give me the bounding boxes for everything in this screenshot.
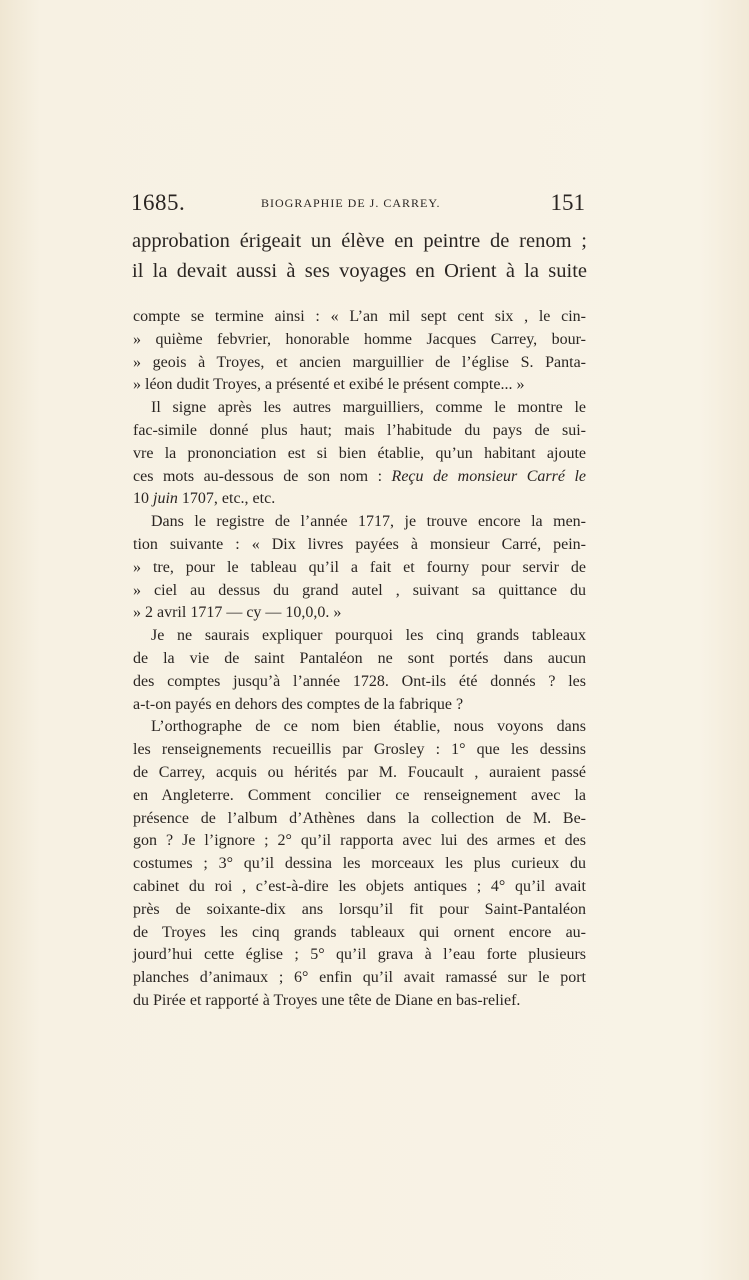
text-line: » 2 avril 1717 — cy — 10,0,0. » bbox=[133, 604, 342, 622]
text-segment: 10 bbox=[133, 490, 153, 508]
text-line: fac-simile donné plus haut; mais l’habitude du pays de sui- bbox=[133, 421, 586, 439]
text-line: » tre, pour le tableau qu’il a fait et fourny pour servir de bbox=[133, 558, 586, 576]
lead-paragraph bbox=[132, 226, 587, 286]
text-line: costumes ; 3° qu’il dessina les morceaux les plus curieux du bbox=[133, 855, 586, 873]
header-year: 1685. bbox=[131, 190, 186, 215]
text-line: jourd’hui cette église ; 5° qu’il grava à l’eau forte plusieurs bbox=[133, 946, 586, 964]
text-line: Je ne saurais expliquer pourquoi les cinq grands tableaux bbox=[151, 627, 586, 645]
body-text bbox=[133, 306, 586, 1013]
text-line: de Carrey, acquis ou hérités par M. Foucault , auraient passé bbox=[133, 763, 586, 781]
lead-line: il la devait aussi à ses voyages en Orient à la suite bbox=[132, 260, 587, 282]
text-line: tion suivante : « Dix livres payées à monsieur Carré, pein- bbox=[133, 535, 586, 553]
lead-line: approbation érigeait un élève en peintre de renom ; bbox=[132, 230, 587, 252]
text-segment: ces mots au-dessous de son nom : bbox=[133, 467, 392, 485]
text-line: L’orthographe de ce nom bien établie, nous voyons dans bbox=[151, 718, 586, 736]
text-line-with-italic bbox=[133, 466, 586, 489]
text-segment: 1707, etc., etc. bbox=[177, 490, 276, 508]
text-line: de la vie de saint Pantaléon ne sont portés dans aucun bbox=[133, 649, 586, 667]
text-line: » quième febvrier, honorable homme Jacques Carrey, bour- bbox=[133, 330, 586, 348]
text-line: près de soixante-dix ans lorsqu’il fit pour Saint-Pantaléon bbox=[133, 900, 586, 918]
text-line: planches d’animaux ; 6° enfin qu’il avait ramassé sur le port bbox=[133, 969, 586, 987]
text-line: en Angleterre. Comment concilier ce renseignement avec la bbox=[133, 786, 586, 804]
text-line: du Pirée et rapporté à Troyes une tête de Diane en bas-relief. bbox=[133, 991, 521, 1009]
running-title: BIOGRAPHIE DE J. CARREY. bbox=[261, 196, 441, 210]
page-number: 151 bbox=[550, 190, 585, 215]
italic-quote: Reçu de monsieur Carré le bbox=[391, 467, 586, 485]
text-line: » geois à Troyes, et ancien marguillier de l’église S. Panta- bbox=[133, 353, 586, 371]
text-line: a-t-on payés en dehors des comptes de la fabrique ? bbox=[133, 695, 464, 713]
text-line: gon ? Je l’ignore ; 2° qu’il rapporta avec lui des armes et des bbox=[133, 832, 586, 850]
italic-month: juin bbox=[153, 490, 178, 508]
text-line: des comptes jusqu’à l’année 1728. Ont-ils été donnés ? les bbox=[133, 672, 586, 690]
text-line: cabinet du roi , c’est-à-dire les objets antiques ; 4° qu’il avait bbox=[133, 877, 586, 895]
text-line-with-italic bbox=[133, 488, 586, 511]
text-line: » léon dudit Troyes, a présenté et exibé le présent compte... » bbox=[133, 376, 525, 394]
text-line: les renseignements recueillis par Grosley : 1° que les dessins bbox=[133, 741, 586, 759]
text-line: de Troyes les cinq grands tableaux qui ornent encore au- bbox=[133, 923, 586, 941]
page-header bbox=[131, 190, 585, 220]
text-line: vre la prononciation est si bien établie, qu’un habitant ajoute bbox=[133, 444, 586, 462]
text-line: Il signe après les autres marguilliers, comme le montre le bbox=[151, 399, 586, 417]
text-line: » ciel au dessus du grand autel , suivant sa quittance du bbox=[133, 581, 586, 599]
text-line: Dans le registre de l’année 1717, je trouve encore la men- bbox=[151, 513, 586, 531]
text-line: compte se termine ainsi : « L’an mil sept cent six , le cin- bbox=[133, 308, 586, 325]
text-line: présence de l’album d’Athènes dans la collection de M. Be- bbox=[133, 809, 586, 827]
